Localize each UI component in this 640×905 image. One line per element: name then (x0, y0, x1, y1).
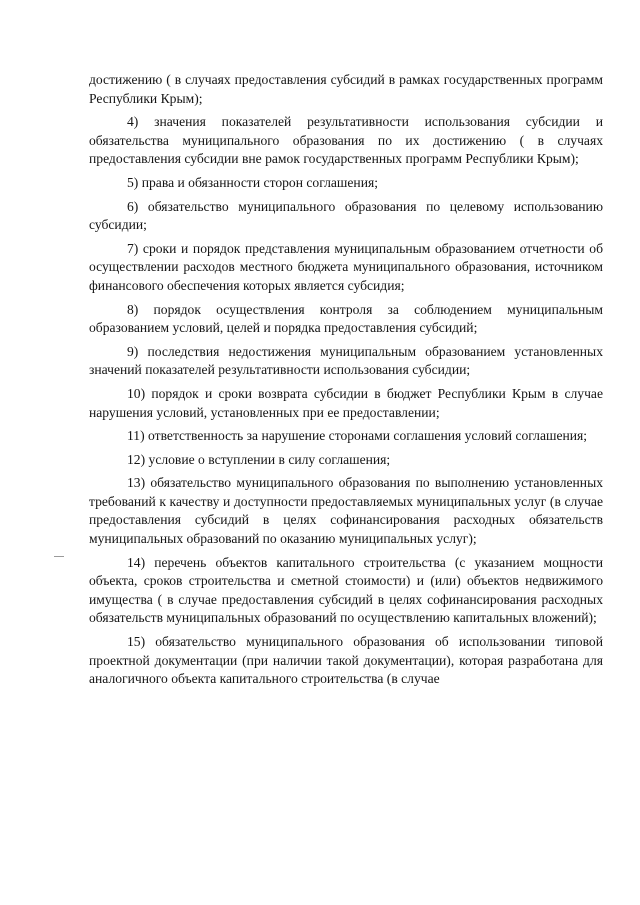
paragraph-item-12: 12) условие о вступлении в силу соглашения; (127, 451, 391, 467)
scan-artifact (54, 556, 64, 557)
paragraph-item-6: 6) обязательство муниципального образования по целевому использованию субсидии; (89, 198, 603, 233)
paragraph-item-4: 4) значения показателей результативности использования субсидии и обязательства муниципального образования по их достижению ( в случаях предоставления субсидии вне рамок государственных программ Республики Крым); (89, 114, 603, 167)
paragraph-item-11: 11) ответственность за нарушение сторонами соглашения условий соглашения; (127, 428, 588, 444)
paragraph-item-8: 8) порядок осуществления контроля за соблюдением муниципальным образованием условий, целей и порядка предоставления субсидий; (89, 301, 603, 336)
paragraph-item-5: 5) права и обязанности сторон соглашения; (127, 174, 379, 190)
paragraph-item-10: 10) порядок и сроки возврата субсидии в бюджет Республики Крым в случае нарушения условий, установленных при ее предоставлении; (89, 385, 603, 420)
paragraph-item-9: 9) последствия недостижения муниципальным образованием установленных значений показателей результативности использования субсидии; (89, 343, 603, 378)
paragraph-continuation: достижению ( в случаях предоставления субсидий в рамках государственных программ Республики Крым); (89, 72, 603, 106)
paragraph-item-7: 7) сроки и порядок представления муниципальным образованием отчетности об осуществлении расходов местного бюджета муниципального образования, источником финансового обеспечения которых является субсидия; (89, 240, 603, 293)
paragraph-item-15: 15) обязательство муниципального образования об использовании типовой проектной документации (при наличии такой документации), которая разработана для аналогичного объекта капитального строительства (в случае (89, 634, 603, 687)
document-body (89, 71, 603, 694)
paragraph-item-14: 14) перечень объектов капитального строительства (с указанием мощности объекта, сроков строительства и сметной стоимости) и (или) объектов недвижимого имущества ( в случае предоставления субсидий в целях софинансирования расходных обязательств муниципальных образований по осуществлению капитальных вложений); (89, 554, 603, 626)
paragraph-item-13: 13) обязательство муниципального образования по выполнению установленных требований к качеству и доступности предоставляемых муниципальных услуг (в случае предоставления субсидий в целях софинансирования расходных обязательств муниципальных образований по оказанию муниципальных услуг); (89, 475, 603, 547)
